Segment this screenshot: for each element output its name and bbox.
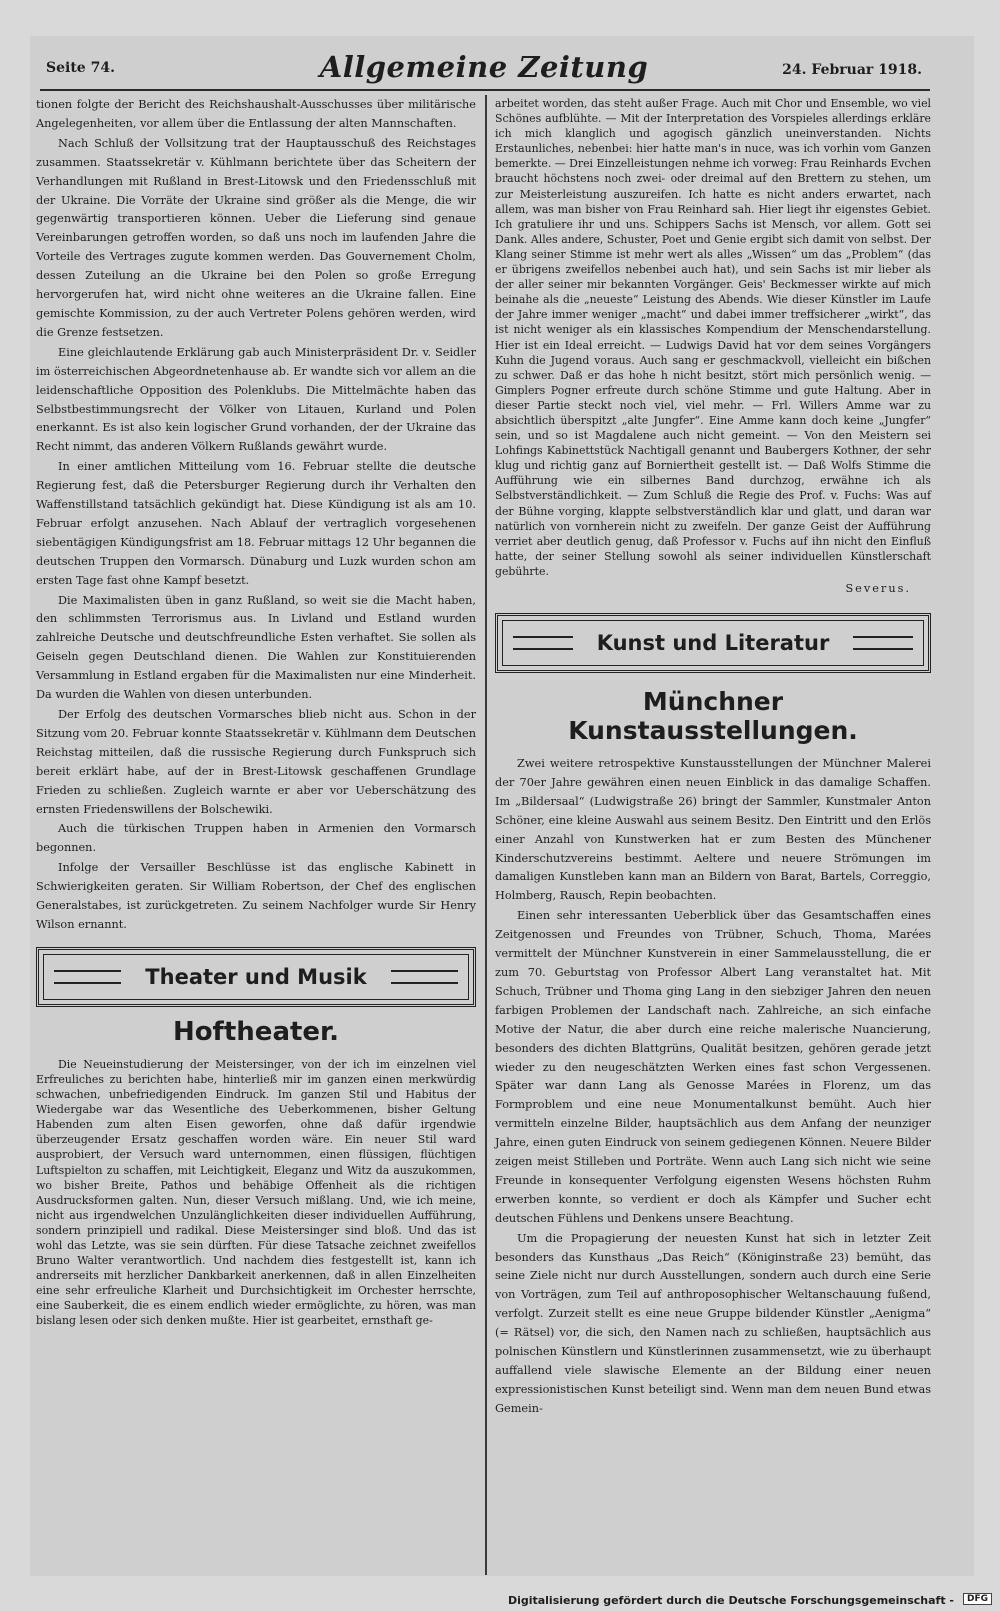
column-rule — [485, 95, 487, 1575]
ornament-bar — [54, 970, 121, 984]
article-paragraph: Nach Schluß der Vollsitzung trat der Hauptausschuß des Reichstages zusammen. Staatssekretär v. Kühlmann berichtete über das Scheitern der Verhandlungen mit Rußland in Brest-Litowsk und den Friedensschluß mit der Ukraine. Die Vorräte der Ukraine sind größer als die Menge, die wir gegenwärtig transportieren können. Ueber die Lieferung sind genaue Vereinbarungen getroffen worden, so daß uns noch im laufenden Jahre die Vorteile des Vertrages zugute kommen werden. Das Gouvernement Cholm, dessen Zuteilung an die Ukraine bei den Polen so große Erregung hervorgerufen hat, wird nicht ohne weiteres an die Ukraine fallen. Eine gemischte Kommission, zu der auch Vertreter Polens gehören werden, wird die Grenze festsetzen. — [36, 136, 476, 339]
left-column — [36, 96, 476, 1330]
article-heading: Hoftheater. — [172, 1016, 340, 1047]
ornament-bar — [391, 970, 458, 984]
masthead-rule — [40, 89, 930, 91]
issue-date: 24. Februar 1918. — [782, 62, 922, 78]
theater-review: Die Neueinstudierung der Meistersinger, von der ich im einzelnen viel Erfreuliches zu berichten habe, hinterließ mir im ganzen einen merkwürdig schwachen, unbefriedigenden Eindruck. Im ganzen Stil und Habitus der Wiedergabe war das Wesentliche des Ueberkommenen, bisher Geltung Habenden zum alten Eisen geworfen, ohne daß dafür irgendwie überzeugender Ersatz geschaffen worden wäre. Ein neuer Stil ward ausprobiert, der Versuch ward unternommen, einen flüssigen, flüchtigen Luftspielton zu schaffen, mit Leichtigkeit, Eleganz und Witz da auszukommen, wo bisher Breite, Pathos und behäbige Offenheit als die richtigen Ausdrucksformen galten. Nun, dieser Versuch mißlang. Und, wie ich meine, nicht aus irgendwelchen Unzulänglichkeiten dieser individuellen Aufführung, sondern prinzipiell und radikal. Diese Meistersinger sind bloß. Und das ist wohl das Letzte, was sie sein dürften. Für diese Tatsache zeichnet zweifellos Bruno Walter verantwortlich. Und nachdem dies festgestellt ist, kann ich andrerseits mit herzlicher Dankbarkeit anerkennen, daß in allen Einzelheiten eine sehr erfreuliche Klarheit und Durchsichtigkeit im Orchester herrschte, eine Sauberkeit, die es einem endlich wieder ermöglichte, zu hören, was man bislang lesen oder sich denken mußte. Hier ist gearbeitet, ernsthaft ge- — [36, 1057, 476, 1328]
page-number: Seite 74. — [46, 60, 115, 76]
article-paragraph: Auch die türkischen Truppen haben in Armenien den Vormarsch begonnen. — [36, 822, 476, 855]
article-paragraph: Die Maximalisten üben in ganz Rußland, so weit sie die Macht haben, den schlimmsten Terrorismus aus. In Livland und Estland wurden zahlreiche Deutsche und deutschfreundliche Esten verhaftet. Sie sollen als Geiseln gegen Deutschland dienen. Die Wahlen zur Konstituierenden Versammlung in Estland ergaben für die Maximalisten nur eine Minderheit. Da wurden die Wahlen von diesen unterbunden. — [36, 593, 476, 702]
article-paragraph: Um die Propagierung der neuesten Kunst hat sich in letzter Zeit besonders das Kunsthaus „Das Reich“ (Königinstraße 23) bemüht, das seine Ziele nicht nur durch Ausstellungen, sondern auch durch eine Serie von Vorträgen, zum Teil auf anthroposophischer Weltanschauung fußend, verfolgt. Zurzeit stellt es eine neue Gruppe bildender Künstler „Aenigma“ (= Rätsel) vor, die sich, den Namen nach zu schließen, hauptsächlich aus polnischen Künstlern und Künstlerinnen zusammensetzt, wie zu überhaupt auffallend viele slawische Elemente an der Bildung einer neuen expressionistischen Kunst beteiligt sind. Wenn man dem neuen Bund etwas Gemein- — [495, 1231, 931, 1415]
theater-review-continued: arbeitet worden, das steht außer Frage. Auch mit Chor und Ensemble, wo viel Schönes aufblühte. — Mit der Interpretation des Vorspieles allerdings erkläre ich mich klanglich und agogisch gänzlich uneinverstanden. Nichts Erstaunliches, nebenbei: hier hatte man's in nuce, was ich vorhin vom Ganzen bemerkte. — Drei Einzelleistungen nehme ich vorweg: Frau Reinhards Evchen braucht höchstens noch zwei- oder dreimal auf den Brettern zu stehen, um zur Meisterleistung auszureifen. Ich hatte es nicht anders erwartet, nach allem, was man bisher von Frau Reinhard sah. Hier liegt ihr eigenstes Gebiet. Ich gratuliere ihr und uns. Schippers Sachs ist Mensch, vor allem. Gott sei Dank. Alles andere, Schuster, Poet und Genie ergibt sich damit von selbst. Der Klang seiner Stimme ist mehr wert als alles „Wissen“ um das „Problem“ (das er übrigens zweifellos nebenbei auch hat), und sein Sachs ist mir lieber als der aller seiner mir bekannten Vorgänger. Geis' Beckmesser wirkte auf mich beinahe als die „neueste“ Leistung des Abends. Wie dieser Künstler im Laufe der Jahre immer weniger „macht“ und dabei immer treffsicherer „wirkt“, das ist nicht weniger als ein klassisches Kompendium der Menschendarstellung. Hier ist ein Ideal erreicht. — Ludwigs David hat vor dem seines Vorgängers Kuhn die Jugend voraus. Auch sang er geschmackvoll, vielleicht ein bißchen zu schwer. Daß er das hohe h nicht besitzt, stört mich persönlich wenig. — Gimplers Pogner erfreute durch schöne Stimme und gute Haltung. Aber in dieser Partie steckt noch viel, viel mehr. — Frl. Willers Amme war zu absichtlich überspitzt „alte Jungfer“. Eine Amme kann doch keine „Jungfer“ sein, und so ist Magdalene auch nicht gemeint. — Von den Meistern sei Lohfings Kabinettstück Nachtigall genannt und Baubergers Kothner, der sehr klug und richtig ganz auf Borniertheit gestellt ist. — Daß Wolfs Stimme die Aufführung wie ein silbernes Band durchzog, erwähne ich als Selbstverständlichkeit. — Zum Schluß die Regie des Prof. v. Fuchs: Was auf der Bühne vorging, klappte selbstverständlich klar und glatt, und daran war natürlich von vornherein nicht zu zweifeln. Der ganze Geist der Aufführung verriet aber deutlich genug, daß Professor v. Fuchs auf ihn nicht den Einfluß hatte, der seiner Stellung sowohl als seiner individuellen Künstlerschaft gebührte. — [495, 97, 931, 578]
section-title: Kunst und Literatur — [596, 631, 830, 655]
article-paragraph: Eine gleichlautende Erklärung gab auch Ministerpräsident Dr. v. Seidler im österreichischen Abgeordnetenhause ab. Er wandte sich vor allem an die leidenschaftliche Opposition des Polenklubs. Die Mittelmächte haben das Selbstbestimmungsrecht der Völker von Litauen, Kurland und Polen enerkannt. Es ist also kein logischer Grund vorhanden, der der Ukraine das Recht nimmt, das anderen Völkern Rußlands gewährt wurde. — [36, 345, 476, 454]
article-paragraph: tionen folgte der Bericht des Reichshaushalt-Ausschusses über militärische Angelegenheiten, vor allem über die Entlassung der alten Mannschaften. — [36, 98, 476, 130]
section-banner-kunst — [495, 613, 931, 673]
article-paragraph: Einen sehr interessanten Ueberblick über das Gesamtschaffen eines Zeitgenossen und Freundes von Trübner, Schuch, Thoma, Marées vermittelt der Münchner Kunstverein in einer Sammelausstellung, die er zum 70. Geburtstag von Professor Albert Lang veranstaltet hat. Mit Schuch, Trübner und Thoma ging Lang in den siebziger Jahren den neuen farbigen Problemen der Landschaft nach. Zahlreiche, an sich einfache Motive der Natur, die aber durch eine reiche malerische Nuancierung, besonders des dichten Blattgrüns, Qualität besitzen, gehören gerade jetzt wieder zu den neugeschätzten Werken eines fast schon Vergessenen. Später war dann Lang als Genosse Marées in Florenz, um das Formproblem und eine neue Monumentalkunst bemüht. Auch hier vermitteln einzelne Bilder, hauptsächlich aus dem Anfang der neunziger Jahre, einen guten Eindruck von seinem gediegenen Können. Neuere Bilder zeigen meist Stilleben und Porträte. Wenn auch Lang sich nicht wie seine Freunde in konsequenter Verfolgung eigensten Wesens höchsten Ruhm erwerben konnte, so verdient er doch als Kämpfer und Sucher echt deutschen Fühlens und Denkens unsere Beachtung. — [495, 909, 931, 1225]
digitization-footer — [0, 1589, 1000, 1611]
newspaper-title: Allgemeine Zeitung — [319, 50, 649, 84]
ornament-bar — [853, 636, 913, 650]
section-title: Theater und Musik — [145, 964, 367, 989]
article-paragraph: Infolge der Versailler Beschlüsse ist das englische Kabinett in Schwierigkeiten geraten. Sir William Robertson, der Chef des englischen Generalstabes, ist zurückgetreten. Zu seinem Nachfolger wurde Sir Henry Wilson ernannt. — [36, 861, 476, 931]
author-signature: Severus. — [845, 582, 911, 595]
article-paragraph: Der Erfolg des deutschen Vormarsches blieb nicht aus. Schon in der Sitzung vom 20. Februar konnte Staatssekretär v. Kühlmann dem Deutschen Reichstag mitteilen, daß die russische Regierung durch Funkspruch sich bereit erklärt habe, auf der in Brest-Litowsk geschaffenen Grundlage Frieden zu schließen. Zugleich warnte er aber vor Ueberschätzung des ernsten Friedenswillens der Bolschewiki. — [36, 708, 476, 816]
article-paragraph: Zwei weitere retrospektive Kunstausstellungen der Münchner Malerei der 70er Jahre gewähren einen neuen Einblick in das damalige Schaffen. Im „Bildersaal“ (Ludwigstraße 26) bringt der Sammler, Kunstmaler Anton Schöner, eine kleine Auswahl aus seinem Besitz. Den Eintritt und den Erlös einer Anzahl von Kunstwerken hat er zum Besten des Münchener Kinderschutzvereins bestimmt. Aeltere und neuere Strömungen im damaligen Kunstleben kann man an Bildern von Barat, Bartels, Correggio, Holmberg, Rausch, Repin beobachten. — [495, 757, 931, 903]
article-heading: Münchner Kunstausstellungen. — [568, 687, 858, 745]
ornament-bar — [513, 636, 573, 650]
article-paragraph: In einer amtlichen Mitteilung vom 16. Februar stellte die deutsche Regierung fest, daß die Petersburger Regierung durch ihr Verhalten den Waffenstillstand tatsächlich gekündigt hat. Diese Kündigung ist als am 10. Februar erfolgt anzusehen. Nach Ablauf der vertraglich vorgesehenen siebentägigen Kündigungsfrist am 18. Februar mittags 12 Uhr begannen die deutschen Truppen den Vormarsch. Dünaburg und Luzk wurden schon am ersten Tage fast ohne Kampf besetzt. — [36, 460, 476, 587]
masthead — [46, 50, 922, 88]
section-banner-theater — [36, 947, 476, 1007]
right-column — [495, 96, 931, 1420]
dfg-logo: DFG — [963, 1593, 992, 1605]
footer-text: Digitalisierung gefördert durch die Deutsche Forschungsgemeinschaft - — [507, 1594, 954, 1607]
